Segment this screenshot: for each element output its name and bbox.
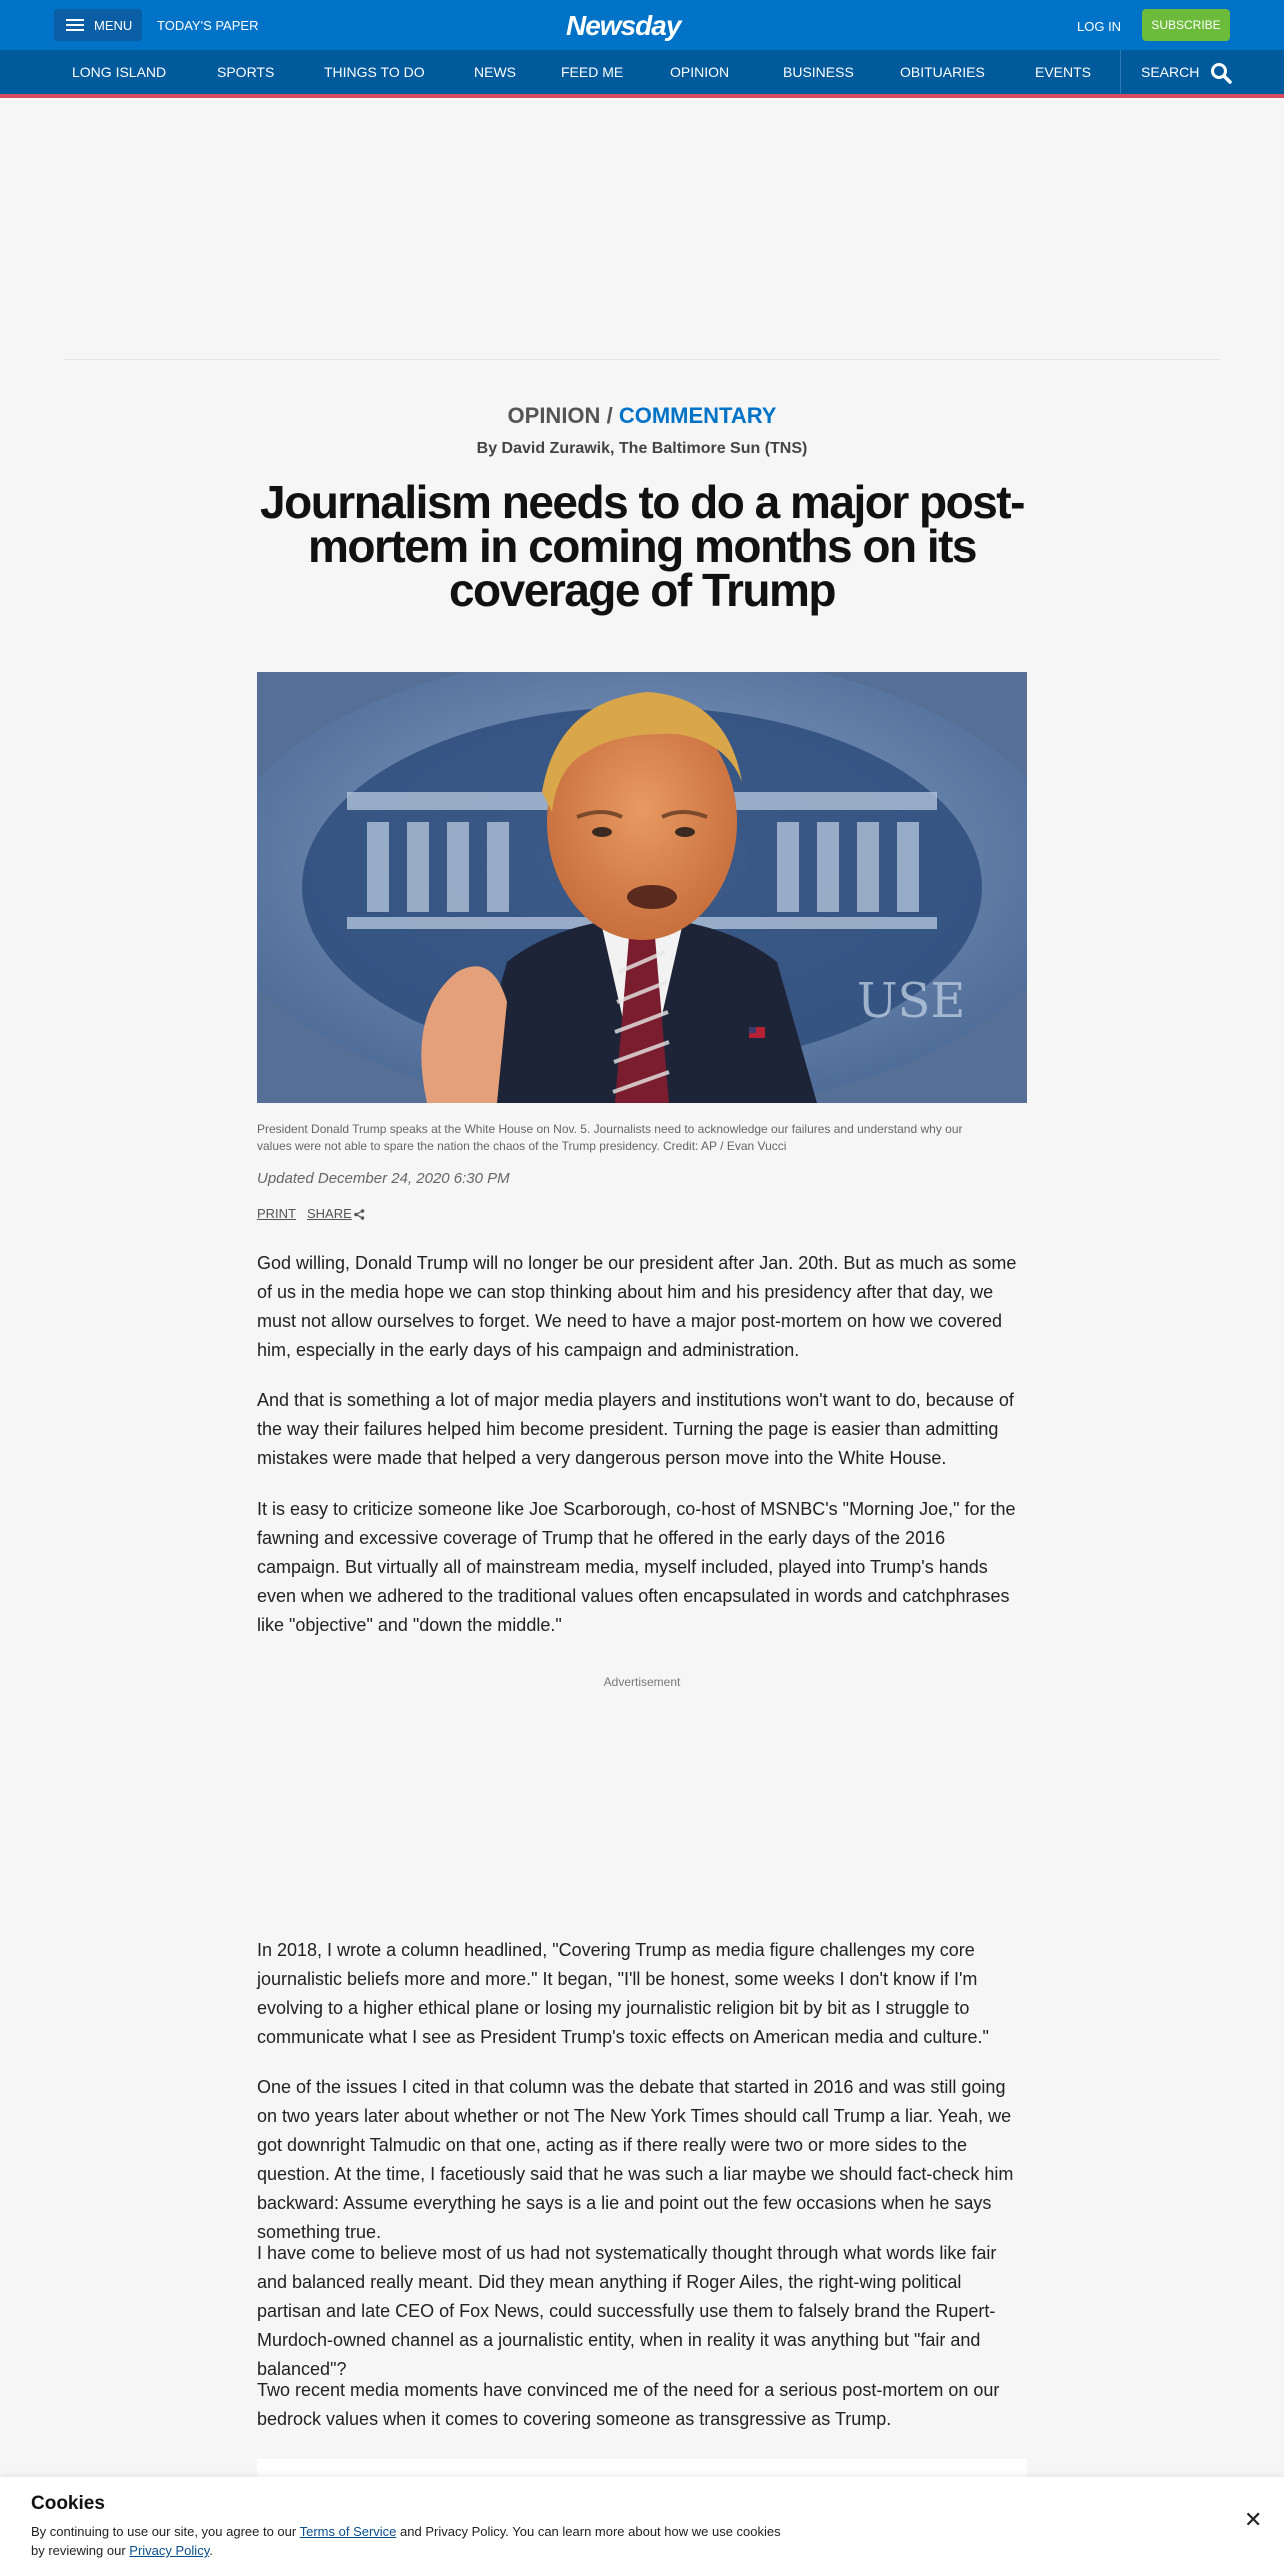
nav-item-sports[interactable]: SPORTS <box>217 64 275 80</box>
section-opinion-link[interactable]: OPINION <box>507 403 601 428</box>
todays-paper-link[interactable]: TODAY'S PAPER <box>157 18 259 33</box>
privacy-policy-link[interactable]: Privacy Policy <box>129 2543 210 2558</box>
top-header <box>0 0 1284 50</box>
cookie-text <box>31 2522 791 2560</box>
nav-item-things-to-do[interactable]: THINGS TO DO <box>324 64 425 80</box>
kicker-separator: / <box>606 403 613 428</box>
article-paragraph: Two recent media moments have convinced me of the need for a serious post-mortem on our bedrock values when it comes to covering someone as transgressive as Trump. <box>257 2380 1000 2429</box>
content-box <box>257 2459 1027 2479</box>
divider <box>64 359 1220 360</box>
section-kicker <box>0 403 1284 429</box>
photo-caption: President Donald Trump speaks at the White House on Nov. 5. Journalists need to acknowledge our failures and understand why our values were not able to spare the nation the chaos of the Trump presidency. Credit: AP / Evan Vucci <box>257 1122 963 1153</box>
article-paragraph: And that is something a lot of major media players and institutions won't want to do, because of the way their failures helped him become president. Turning the page is easier than admitting mistakes were made that helped a very dangerous person move into the White House. <box>257 1390 1014 1468</box>
cookie-title: Cookies <box>31 2493 105 2514</box>
article-paragraph: One of the issues I cited in that column was the debate that started in 2016 and was still going on two years later about whether or not The New York Times should call Trump a liar. Yeah, we got downright Talmudic on that one, acting as if there really were two or more sides to the question. At the time, I facetiously said that he was such a liar maybe we should fact-check him backward: Assume everything he says is a lie and point out the few occasions when he says something true. <box>257 2077 1014 2242</box>
nav-item-news[interactable]: NEWS <box>474 64 516 80</box>
cookie-text-part: . <box>209 2543 213 2558</box>
nav-divider <box>1120 50 1121 94</box>
nav-item-feed-me[interactable]: FEED ME <box>561 64 624 80</box>
nav-item-business[interactable]: BUSINESS <box>783 64 854 80</box>
svg-text:USE: USE <box>857 973 966 1029</box>
article-paragraph: In 2018, I wrote a column headlined, "Covering Trump as media figure challenges my core journalistic beliefs more and more." It began, "I'll be honest, some weeks I don't know if I'm evolving to a higher ethical plane or losing my journalistic religion bit by bit as I struggle to communicate what I see as President Trump's toxic effects on American media and culture." <box>257 1940 989 2047</box>
cookie-banner <box>0 2477 1284 2568</box>
nav-item-opinion[interactable]: OPINION <box>670 64 730 80</box>
share-link[interactable] <box>307 1206 365 1221</box>
nav-item-obituaries[interactable]: OBITUARIES <box>900 64 985 80</box>
close-icon[interactable]: ✕ <box>1244 2507 1263 2532</box>
article-paragraph: God willing, Donald Trump will no longer be our president after Jan. 20th. But as much as some of us in the media hope we can stop thinking about him and his presidency after that day, we must not allow ourselves to forget. We need to have a major post-mortem on how we covered him, especially in the early days of his campaign and administration. <box>257 1253 1017 1360</box>
menu-button[interactable] <box>54 9 142 41</box>
nav-item-long-island[interactable]: LONG ISLAND <box>72 64 167 80</box>
search-link[interactable]: SEARCH <box>1141 64 1200 80</box>
section-commentary-link[interactable]: COMMENTARY <box>618 403 777 428</box>
advertisement-label: Advertisement <box>603 1675 681 1689</box>
menu-label: MENU <box>94 17 133 33</box>
updated-timestamp: Updated December 24, 2020 6:30 PM <box>257 1170 510 1187</box>
newsday-logo[interactable]: Newsday <box>566 10 681 41</box>
article-paragraph: I have come to believe most of us had not systematically thought through what words like fair and balanced really meant. Did they mean anything if Roger Ailes, the right-wing political partisan and late CEO of Fox News, could successfully use them to falsely brand the Rupert-Murdoch-owned channel as a journalistic entity, when in reality it was anything but "fair and balanced"? <box>257 2243 997 2379</box>
cookie-text-part: and Privacy Policy. You can learn more about how we use cookies by reviewing our <box>31 2524 781 2558</box>
share-label: SHARE <box>307 1206 352 1221</box>
subscribe-button[interactable]: SUBSCRIBE <box>1142 9 1230 41</box>
login-link[interactable]: LOG IN <box>1077 19 1122 34</box>
article-headline: Journalism needs to do a major post-mortem in coming months on its coverage of Trump <box>260 476 1024 616</box>
article-paragraph: It is easy to criticize someone like Joe Scarborough, co-host of MSNBC's "Morning Joe," for the fawning and excessive coverage of Trump that he offered in the early days of the 2016 campaign. But virtually all of mainstream media, myself included, played into Trump's hands even when we adhered to the traditional values often encapsulated in words and catchphrases like "objective" and "down the middle." <box>257 1499 1016 1635</box>
section-nav <box>0 50 1284 94</box>
article-photo[interactable] <box>257 672 1027 1103</box>
trump-photo-illustration <box>257 672 1027 1103</box>
hamburger-icon <box>66 16 84 34</box>
search-icon[interactable] <box>1210 62 1232 84</box>
nav-item-events[interactable]: EVENTS <box>1035 64 1092 80</box>
print-link[interactable]: PRINT <box>257 1206 296 1221</box>
byline: By David Zurawik, The Baltimore Sun (TNS) <box>476 440 808 457</box>
terms-of-service-link[interactable]: Terms of Service <box>299 2524 397 2539</box>
top-ad-slot <box>0 98 1284 358</box>
cookie-text-part: By continuing to use our site, you agree to our <box>31 2524 300 2539</box>
share-icon <box>354 1209 365 1220</box>
